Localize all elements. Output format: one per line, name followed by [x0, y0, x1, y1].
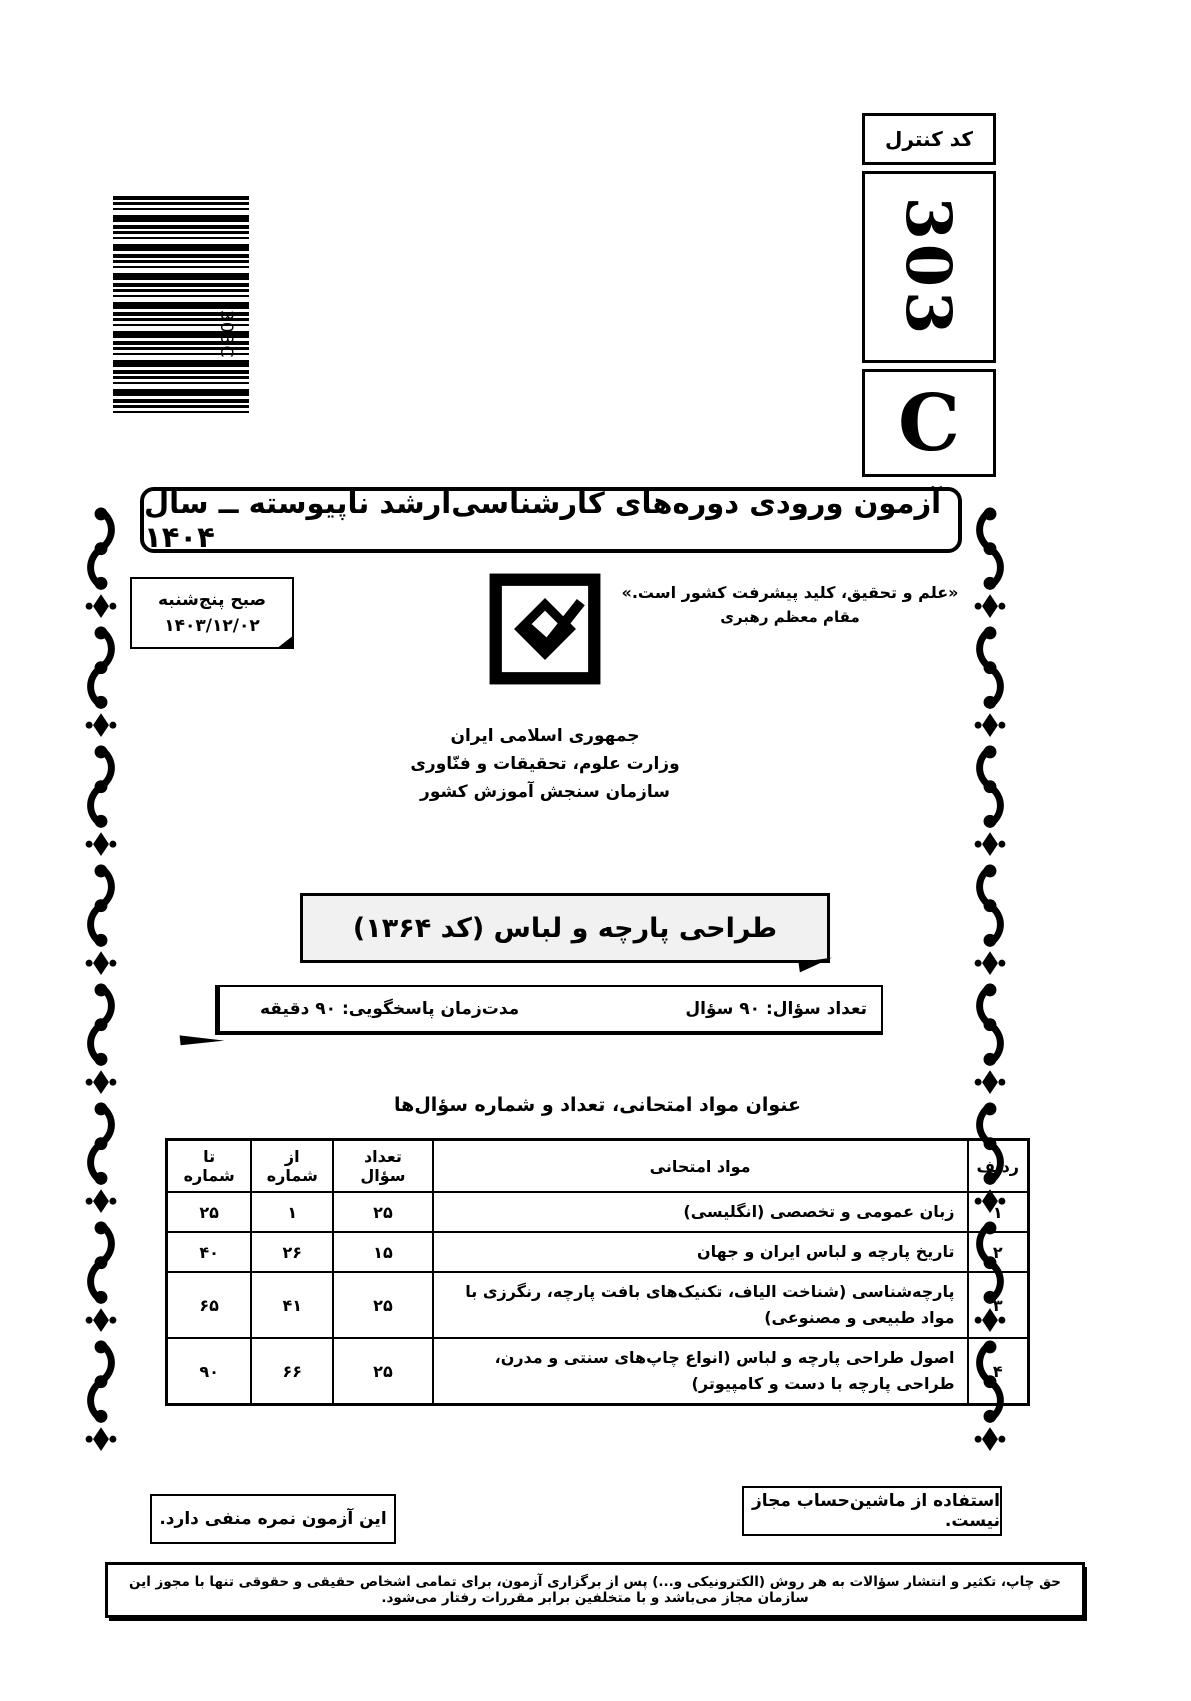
- booklet-series-box: [862, 369, 996, 477]
- session-time: صبح پنج‌شنبه: [157, 590, 267, 610]
- question-count: تعداد سؤال: ۹۰ سؤال: [685, 999, 867, 1019]
- ornament-border-left-icon: [84, 505, 118, 1457]
- cell-to: ۴۰: [167, 1232, 252, 1272]
- sanjesh-emblem-icon: [488, 573, 602, 685]
- header-row-number: ردیف: [968, 1140, 1029, 1193]
- table-row: [167, 1232, 1029, 1272]
- cell-from: ۱: [251, 1192, 333, 1232]
- subject-title: طراحی پارچه و لباس (کد ۱۳۶۴): [352, 912, 778, 944]
- cell-count: ۲۵: [333, 1192, 433, 1232]
- table-row: [167, 1272, 1029, 1338]
- barcode-icon: [113, 196, 249, 414]
- negative-scoring-notice: این آزمون نمره منفی دارد.: [150, 1494, 396, 1544]
- cell-count: ۲۵: [333, 1338, 433, 1405]
- cell-count: ۲۵: [333, 1272, 433, 1338]
- header-count: تعداد سؤال: [333, 1140, 433, 1193]
- calculator-notice: استفاده از ماشین‌حساب مجاز نیست.: [742, 1486, 1002, 1536]
- header-from: از شماره: [251, 1140, 333, 1193]
- subjects-table: [165, 1138, 1030, 1406]
- booklet-series: C: [897, 377, 961, 469]
- table-header-row: [167, 1140, 1029, 1193]
- cell-to: ۹۰: [167, 1338, 252, 1405]
- header-subject: مواد امتحانی: [433, 1140, 968, 1193]
- exam-info-bar: [215, 985, 883, 1035]
- control-code-label-box: [862, 113, 996, 165]
- cell-subject: پارچه‌شناسی (شناخت الیاف، تکنیک‌های بافت پارچه، رنگرزی با مواد طبیعی و مصنوعی): [433, 1272, 968, 1338]
- booklet-code-box: [862, 171, 996, 363]
- cell-count: ۱۵: [333, 1232, 433, 1272]
- organization-block: [370, 722, 720, 806]
- cell-row-number: ۴: [968, 1338, 1029, 1405]
- exam-title-banner: [140, 487, 962, 553]
- booklet-code: 303: [892, 196, 966, 338]
- barcode-text: 303C: [216, 310, 236, 359]
- control-code-label: کد کنترل: [885, 127, 973, 151]
- session-date: ۱۴۰۳/۱۲/۰۲: [164, 616, 260, 636]
- table-row: [167, 1192, 1029, 1232]
- table-caption: عنوان مواد امتحانی، تعداد و شماره سؤال‌ها: [394, 1094, 801, 1116]
- session-date-box: [130, 577, 294, 649]
- cell-subject: اصول طراحی پارچه و لباس (انواع چاپ‌های سنتی و مدرن، طراحی پارچه با دست و کامپیوتر): [433, 1338, 968, 1405]
- copyright-banner: حق چاپ، تکثیر و انتشار سؤالات به هر روش (الکترونیکی و...) پس از برگزاری آزمون، برای تمامی اشخاص حقیقی و حقوقی تنها با مجوز این سازمان مجاز می‌باشد و با متخلفین برابر مقررات رفتار می‌شود.: [105, 1562, 1085, 1618]
- cell-from: ۶۶: [251, 1338, 333, 1405]
- cell-to: ۶۵: [167, 1272, 252, 1338]
- org-line-country: جمهوری اسلامی ایران: [450, 726, 640, 746]
- cell-subject: تاریخ پارچه و لباس ایران و جهان: [433, 1232, 968, 1272]
- cell-row-number: ۲: [968, 1232, 1029, 1272]
- quote-block: [600, 583, 980, 626]
- org-line-ministry: وزارت علوم، تحقیقات و فنّاوری: [410, 754, 680, 774]
- cell-row-number: ۱: [968, 1192, 1029, 1232]
- subject-title-box: [300, 893, 830, 963]
- cell-from: ۴۱: [251, 1272, 333, 1338]
- duration: مدت‌زمان پاسخگویی: ۹۰ دقیقه: [260, 999, 520, 1019]
- cell-row-number: ۳: [968, 1272, 1029, 1338]
- exam-title: آزمون ورودی دوره‌های کارشناسی‌ارشد ناپیوسته ــ سال ۱۴۰۴: [144, 486, 942, 554]
- header-to: تا شماره: [167, 1140, 252, 1193]
- cell-from: ۲۶: [251, 1232, 333, 1272]
- org-line-agency: سازمان سنجش آموزش کشور: [420, 782, 670, 802]
- cell-subject: زبان عمومی و تخصصی (انگلیسی): [433, 1192, 968, 1232]
- quote-text: «علم و تحقیق، کلید پیشرفت کشور است.»: [621, 583, 959, 602]
- table-row: [167, 1338, 1029, 1405]
- quote-attribution: مقام معظم رهبری: [720, 608, 860, 626]
- cell-to: ۲۵: [167, 1192, 252, 1232]
